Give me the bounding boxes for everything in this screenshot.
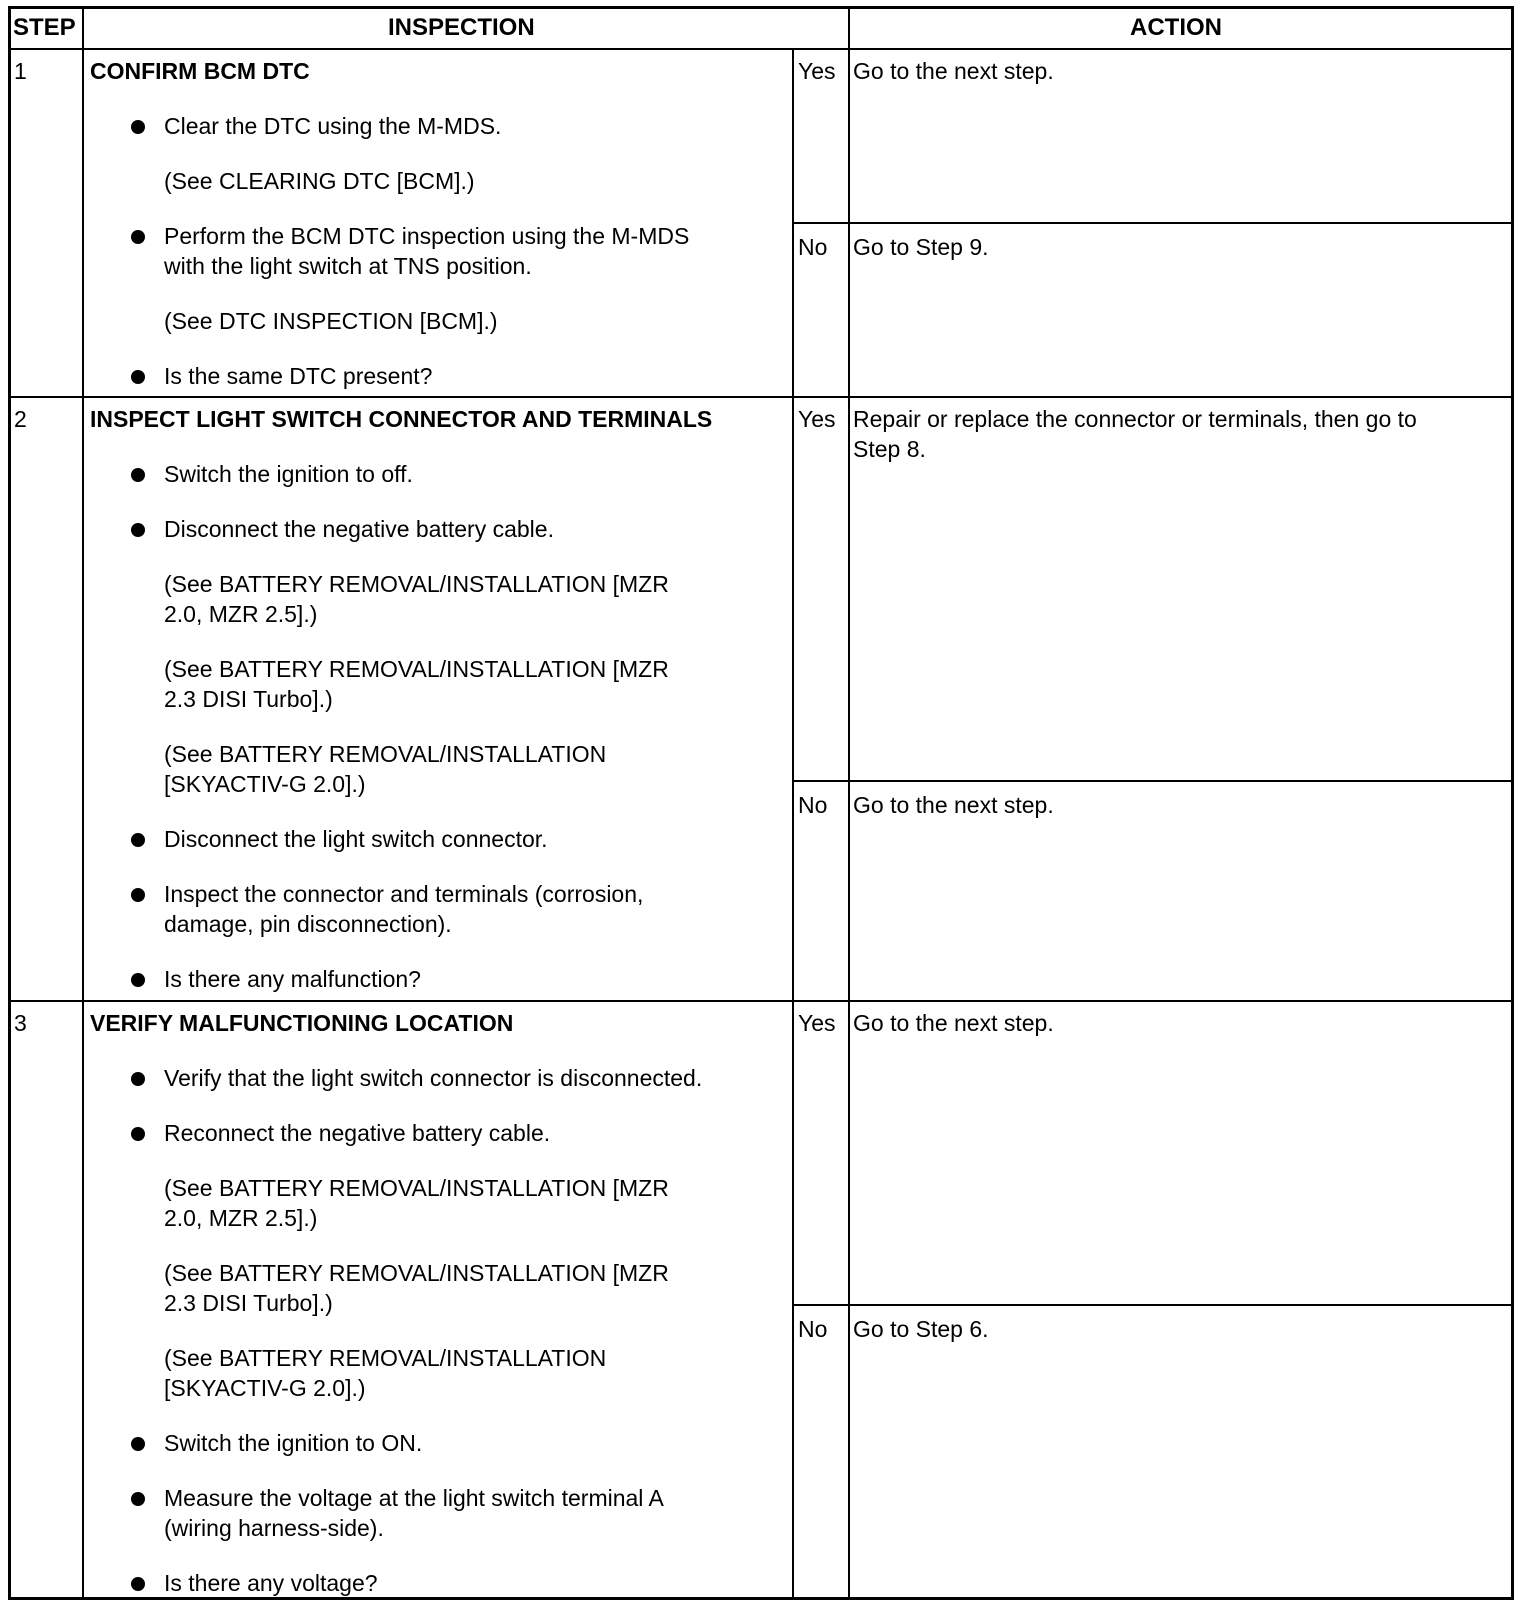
bullet-text: (wiring harness-side).: [164, 1515, 384, 1541]
answer-yes-label: Yes: [798, 58, 836, 84]
step-title: INSPECT LIGHT SWITCH CONNECTOR AND TERMINALS: [90, 406, 713, 432]
action-yes-text: Step 8.: [853, 436, 926, 462]
bullet-icon: [131, 1577, 145, 1591]
action-yes-text: Go to the next step.: [853, 1010, 1054, 1036]
step-number: 1: [14, 58, 27, 84]
answer-divider: [792, 1304, 1514, 1306]
bullet-icon: [131, 523, 145, 537]
bullet-text: Disconnect the negative battery cable.: [164, 516, 554, 542]
reference-note: (See BATTERY REMOVAL/INSTALLATION [MZR: [164, 1175, 669, 1201]
column-divider-answer: [792, 48, 794, 1600]
column-divider-step: [82, 6, 84, 1600]
bullet-text: Inspect the connector and terminals (corrosion,: [164, 881, 644, 907]
answer-yes-label: Yes: [798, 406, 836, 432]
reference-note: (See BATTERY REMOVAL/INSTALLATION [MZR: [164, 656, 669, 682]
bullet-icon: [131, 1437, 145, 1451]
answer-yes-label: Yes: [798, 1010, 836, 1036]
bullet-icon: [131, 1492, 145, 1506]
bullet-text: Disconnect the light switch connector.: [164, 826, 548, 852]
bullet-text: Is the same DTC present?: [164, 363, 433, 389]
action-yes-text: Go to the next step.: [853, 58, 1054, 84]
bullet-text: Is there any malfunction?: [164, 966, 421, 992]
reference-note: 2.3 DISI Turbo].): [164, 1290, 333, 1316]
bullet-icon: [131, 120, 145, 134]
bullet-text: Is there any voltage?: [164, 1570, 378, 1596]
step-number: 3: [14, 1010, 27, 1036]
answer-no-label: No: [798, 234, 828, 260]
bullet-text: with the light switch at TNS position.: [164, 253, 532, 279]
reference-note: (See BATTERY REMOVAL/INSTALLATION [MZR: [164, 571, 669, 597]
table-border-left: [8, 6, 11, 1600]
action-no-text: Go to the next step.: [853, 792, 1054, 818]
table-border-top: [8, 6, 1514, 9]
action-no-text: Go to Step 6.: [853, 1316, 989, 1342]
header-step: STEP: [13, 14, 76, 41]
bullet-icon: [131, 468, 145, 482]
step-title: CONFIRM BCM DTC: [90, 58, 310, 84]
answer-divider: [792, 222, 1514, 224]
reference-note: [SKYACTIV-G 2.0].): [164, 1375, 366, 1401]
reference-note: (See BATTERY REMOVAL/INSTALLATION: [164, 741, 607, 767]
bullet-icon: [131, 1127, 145, 1141]
reference-note: 2.0, MZR 2.5].): [164, 1205, 318, 1231]
bullet-text: Switch the ignition to ON.: [164, 1430, 423, 1456]
bullet-icon: [131, 230, 145, 244]
action-no-text: Go to Step 9.: [853, 234, 989, 260]
answer-no-label: No: [798, 1316, 828, 1342]
bullet-icon: [131, 833, 145, 847]
bullet-icon: [131, 370, 145, 384]
answer-divider: [792, 780, 1514, 782]
header-divider: [8, 48, 1514, 50]
row-divider: [8, 1000, 1514, 1002]
reference-note: (See CLEARING DTC [BCM].): [164, 168, 475, 194]
bullet-icon: [131, 973, 145, 987]
step-number: 2: [14, 406, 27, 432]
bullet-text: damage, pin disconnection).: [164, 911, 452, 937]
reference-note: 2.3 DISI Turbo].): [164, 686, 333, 712]
bullet-text: Measure the voltage at the light switch terminal A: [164, 1485, 664, 1511]
column-divider-action: [848, 6, 850, 1600]
step-title: VERIFY MALFUNCTIONING LOCATION: [90, 1010, 514, 1036]
reference-note: [SKYACTIV-G 2.0].): [164, 771, 366, 797]
bullet-icon: [131, 1072, 145, 1086]
reference-note: 2.0, MZR 2.5].): [164, 601, 318, 627]
bullet-text: Verify that the light switch connector is disconnected.: [164, 1065, 703, 1091]
bullet-text: Reconnect the negative battery cable.: [164, 1120, 551, 1146]
reference-note: (See DTC INSPECTION [BCM].): [164, 308, 498, 334]
header-inspection: INSPECTION: [388, 14, 535, 41]
bullet-text: Switch the ignition to off.: [164, 461, 413, 487]
reference-note: (See BATTERY REMOVAL/INSTALLATION [MZR: [164, 1260, 669, 1286]
bullet-text: Perform the BCM DTC inspection using the M-MDS: [164, 223, 690, 249]
action-yes-text: Repair or replace the connector or terminals, then go to: [853, 406, 1417, 432]
row-divider: [8, 396, 1514, 398]
bullet-text: Clear the DTC using the M-MDS.: [164, 113, 502, 139]
answer-no-label: No: [798, 792, 828, 818]
reference-note: (See BATTERY REMOVAL/INSTALLATION: [164, 1345, 607, 1371]
table-border-right: [1511, 6, 1514, 1600]
header-action: ACTION: [1130, 14, 1222, 41]
bullet-icon: [131, 888, 145, 902]
